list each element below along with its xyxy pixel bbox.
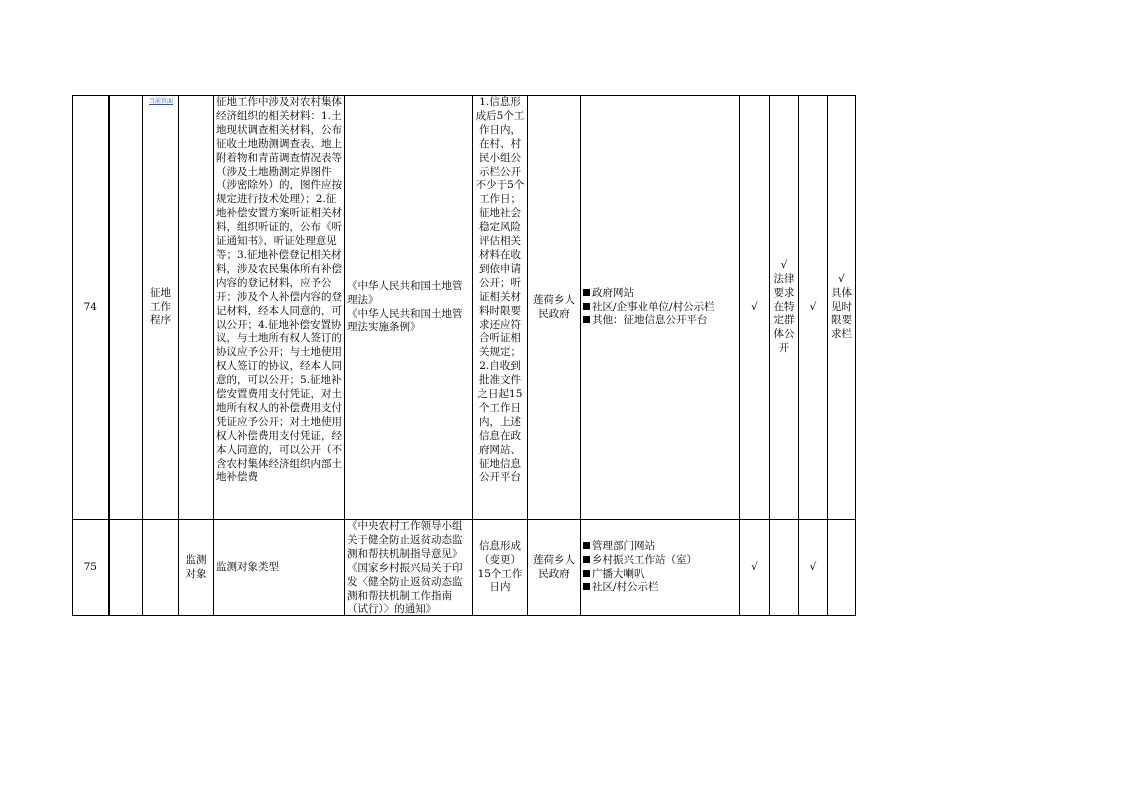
on-request-cell: √ 具体见时限要求栏 xyxy=(828,96,856,520)
scope-specific-cell xyxy=(770,520,799,616)
channel-item: 社区/村公示栏 xyxy=(583,581,737,595)
active-cell: √ xyxy=(799,520,828,616)
scope-all-cell: √ xyxy=(740,96,770,520)
timeline-cell: 信息形成（变更）15个工作日内 xyxy=(473,520,528,616)
agency-cell: 莲荷乡人民政府 xyxy=(528,96,581,520)
header-link[interactable]: 当前页面 xyxy=(149,98,174,105)
square-bullet-icon xyxy=(583,289,590,296)
table-row xyxy=(73,96,856,520)
content-cell: 监测对象类型 xyxy=(214,520,345,616)
item-type-cell xyxy=(179,96,214,520)
disclosure-table xyxy=(72,95,856,616)
subcategory-cell: 征地工作程序 xyxy=(143,96,179,520)
subcategory-cell xyxy=(143,520,179,616)
channel-item: 其他：征地信息公开平台 xyxy=(583,314,737,328)
content-cell xyxy=(214,96,345,520)
channels-cell xyxy=(581,96,740,520)
square-bullet-icon xyxy=(583,583,590,590)
category-cell xyxy=(109,96,143,520)
content-text: 征地工作中涉及对农村集体经济组织的相关材料：1.土地现状调查相关材料，公布征收土地勘测调查表、地上附着物和青苗调查情况表等（涉及土地勘测定界图件（涉密除外）的，图件应按规定进行技术处理）；2.征地补偿安置方案听证相关材料，组织听证的，公布《听证通知书》、听证处理意见等；3.征地补偿登记相关材料，涉及农民集体所有补偿内容的登记材料，应予公开；涉及个人补偿内容的登记材料，经本人同意的，可以公开；4.征地补偿安置协议，与土地所有权人签订的协议应予公开；与土地使用权人签订的协议，经本人同意的，可以公开；5.征地补偿安置费用支付凭证，对土地所有权人的补偿费用支付凭证应予公开；对土地使用权人补偿费用支付凭证，经本人同意的，可以公开（不含农村集体经济组织内部土地补偿费 xyxy=(216,96,342,484)
channel-item: 管理部门网站 xyxy=(583,540,737,554)
agency-cell: 莲荷乡人民政府 xyxy=(528,520,581,616)
table-row xyxy=(73,520,856,616)
scope-all-cell: √ xyxy=(740,520,770,616)
square-bullet-icon xyxy=(583,316,590,323)
category-cell xyxy=(109,520,143,616)
square-bullet-icon xyxy=(583,303,590,310)
timeline-cell xyxy=(473,96,528,520)
channel-item: 乡村振兴工作站（室） xyxy=(583,554,737,568)
basis-cell: 《中华人民共和国土地管理法》 《中华人民共和国土地管理法实施条例》 xyxy=(345,96,473,520)
timeline-text: 1.信息形成后5个工作日内，在村、村民小组公示栏公开不少于5个工作日；征地社会稳定风险评估相关材料在收到依申请公开；听证相关材料时限要求还应符合听证相关规定；2.自收到批准文件之日起15个工作日内，上述信息在政府网站、征地信息公开平台 xyxy=(475,96,525,484)
item-type-cell: 监测对象 xyxy=(179,520,214,616)
scope-specific-cell: √ 法律要求在特定群体公开 xyxy=(770,96,799,520)
channels-cell xyxy=(581,520,740,616)
square-bullet-icon xyxy=(583,542,590,549)
row-number: 74 xyxy=(73,96,109,520)
channel-item: 社区/企事业单位/村公示栏 xyxy=(583,301,737,315)
active-cell: √ xyxy=(799,96,828,520)
square-bullet-icon xyxy=(583,556,590,563)
basis-cell xyxy=(345,520,473,616)
row-number: 75 xyxy=(73,520,109,616)
square-bullet-icon xyxy=(583,570,590,577)
channel-item: 广播大喇叭 xyxy=(583,568,737,582)
on-request-cell xyxy=(828,520,856,616)
channel-item: 政府网站 xyxy=(583,287,737,301)
basis-text: 《中央农村工作领导小组关于健全防止返贫动态监测和帮扶机制指导意见》 《国家乡村振兴局关于印发〈健全防止返贫动态监测和帮扶机制工作指南（试行）〉的通知》 xyxy=(347,520,463,614)
